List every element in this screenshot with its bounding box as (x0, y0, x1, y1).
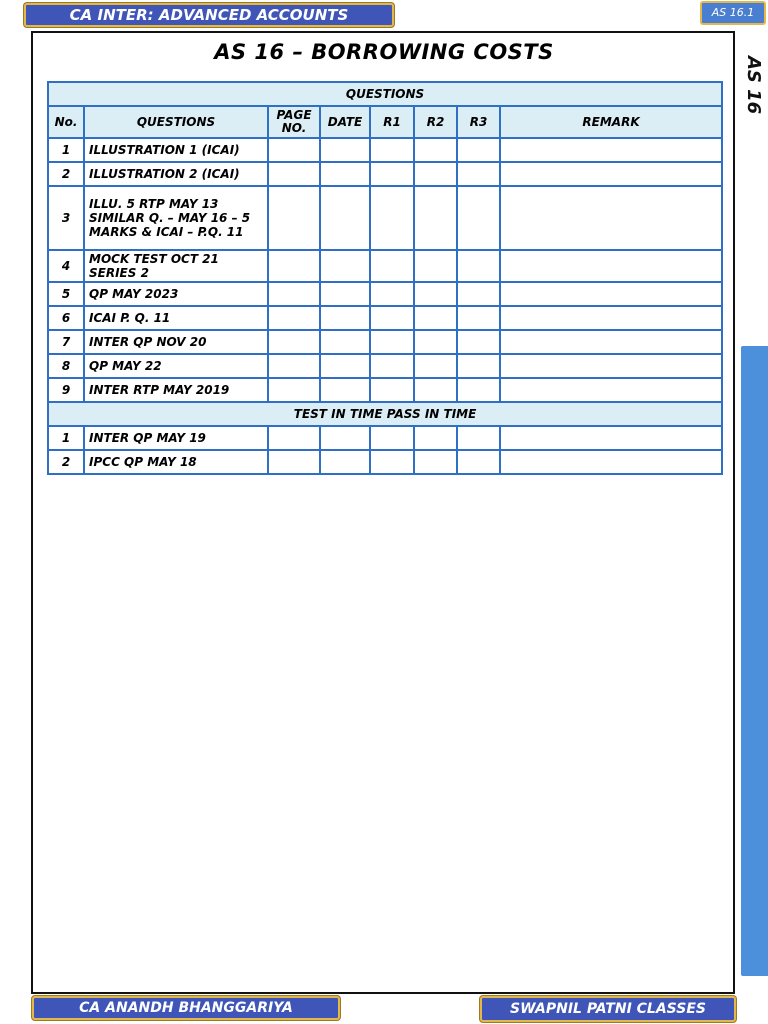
question-text: QP MAY 2023 (84, 282, 268, 306)
page-title: AS 16 – BORROWING COSTS (214, 40, 554, 64)
row-number: 6 (48, 306, 84, 330)
date-cell[interactable] (320, 162, 370, 186)
date-cell[interactable] (320, 354, 370, 378)
author-banner: CA ANANDH BHANGGARIYA (32, 996, 340, 1020)
questions-table (47, 81, 723, 475)
date-cell[interactable] (320, 138, 370, 162)
col-header-questions: QUESTIONS (84, 106, 268, 138)
remark-cell[interactable] (500, 250, 722, 282)
question-text: ILLUSTRATION 1 (ICAI) (84, 138, 268, 162)
page-no-cell[interactable] (268, 186, 320, 250)
date-cell[interactable] (320, 426, 370, 450)
table-row (48, 426, 722, 450)
r2-cell[interactable] (414, 282, 457, 306)
r1-cell[interactable] (370, 378, 414, 402)
remark-cell[interactable] (500, 306, 722, 330)
r2-cell[interactable] (414, 426, 457, 450)
remark-cell[interactable] (500, 426, 722, 450)
row-number: 3 (48, 186, 84, 250)
question-text: IPCC QP MAY 18 (84, 450, 268, 474)
r2-cell[interactable] (414, 330, 457, 354)
question-text: ICAI P. Q. 11 (84, 306, 268, 330)
r2-cell[interactable] (414, 450, 457, 474)
page-no-cell[interactable] (268, 282, 320, 306)
page-no-cell[interactable] (268, 162, 320, 186)
date-cell[interactable] (320, 250, 370, 282)
question-text: ILLU. 5 RTP MAY 13 SIMILAR Q. – MAY 16 – 5 MARKS & ICAI – P.Q. 11 (84, 186, 268, 250)
section-header-questions: QUESTIONS (48, 82, 722, 106)
r1-cell[interactable] (370, 306, 414, 330)
r3-cell[interactable] (457, 186, 500, 250)
col-header-r1: R1 (370, 106, 414, 138)
r2-cell[interactable] (414, 378, 457, 402)
r1-cell[interactable] (370, 282, 414, 306)
table-row (48, 162, 722, 186)
question-text: QP MAY 22 (84, 354, 268, 378)
row-number: 7 (48, 330, 84, 354)
row-number: 2 (48, 162, 84, 186)
col-header-r2: R2 (414, 106, 457, 138)
r1-cell[interactable] (370, 250, 414, 282)
r3-cell[interactable] (457, 162, 500, 186)
remark-cell[interactable] (500, 138, 722, 162)
table-row (48, 354, 722, 378)
remark-cell[interactable] (500, 330, 722, 354)
r2-cell[interactable] (414, 162, 457, 186)
r2-cell[interactable] (414, 354, 457, 378)
page-no-cell[interactable] (268, 306, 320, 330)
remark-cell[interactable] (500, 282, 722, 306)
page-no-cell[interactable] (268, 138, 320, 162)
date-cell[interactable] (320, 306, 370, 330)
page-no-cell[interactable] (268, 378, 320, 402)
row-number: 9 (48, 378, 84, 402)
col-header-r3: R3 (457, 106, 500, 138)
row-number: 1 (48, 138, 84, 162)
r3-cell[interactable] (457, 450, 500, 474)
question-text: INTER QP NOV 20 (84, 330, 268, 354)
date-cell[interactable] (320, 330, 370, 354)
r1-cell[interactable] (370, 354, 414, 378)
row-number: 8 (48, 354, 84, 378)
date-cell[interactable] (320, 282, 370, 306)
date-cell[interactable] (320, 378, 370, 402)
table-row (48, 306, 722, 330)
row-number: 5 (48, 282, 84, 306)
row-number: 1 (48, 426, 84, 450)
row-number: 4 (48, 250, 84, 282)
col-header-date: DATE (320, 106, 370, 138)
brand-banner: SWAPNIL PATNI CLASSES (480, 996, 736, 1022)
r2-cell[interactable] (414, 250, 457, 282)
page-no-cell[interactable] (268, 426, 320, 450)
date-cell[interactable] (320, 450, 370, 474)
r3-cell[interactable] (457, 354, 500, 378)
table-row (48, 250, 722, 282)
row-number: 2 (48, 450, 84, 474)
r3-cell[interactable] (457, 378, 500, 402)
course-banner: CA INTER: ADVANCED ACCOUNTS (24, 3, 394, 27)
r2-cell[interactable] (414, 306, 457, 330)
col-header-remark: REMARK (500, 106, 722, 138)
table-row (48, 450, 722, 474)
remark-cell[interactable] (500, 162, 722, 186)
side-bar (741, 346, 768, 976)
table-row (48, 378, 722, 402)
section-header-test-in-time: TEST IN TIME PASS IN TIME (48, 402, 722, 426)
table-row (48, 330, 722, 354)
r1-cell[interactable] (370, 450, 414, 474)
question-text: INTER RTP MAY 2019 (84, 378, 268, 402)
remark-cell[interactable] (500, 186, 722, 250)
side-chapter-label: AS 16 (743, 55, 764, 115)
r1-cell[interactable] (370, 162, 414, 186)
table-row (48, 282, 722, 306)
r2-cell[interactable] (414, 138, 457, 162)
remark-cell[interactable] (500, 450, 722, 474)
r3-cell[interactable] (457, 282, 500, 306)
page-no-cell[interactable] (268, 450, 320, 474)
r3-cell[interactable] (457, 306, 500, 330)
r3-cell[interactable] (457, 330, 500, 354)
col-header-page-no: PAGE NO. (268, 106, 320, 138)
col-header-no: No. (48, 106, 84, 138)
question-text: ILLUSTRATION 2 (ICAI) (84, 162, 268, 186)
remark-cell[interactable] (500, 354, 722, 378)
r1-cell[interactable] (370, 426, 414, 450)
r1-cell[interactable] (370, 186, 414, 250)
table-row (48, 186, 722, 250)
page-no-cell[interactable] (268, 354, 320, 378)
remark-cell[interactable] (500, 378, 722, 402)
r1-cell[interactable] (370, 330, 414, 354)
date-cell[interactable] (320, 186, 370, 250)
r3-cell[interactable] (457, 250, 500, 282)
question-text: MOCK TEST OCT 21 SERIES 2 (84, 250, 268, 282)
question-text: INTER QP MAY 19 (84, 426, 268, 450)
page-no-cell[interactable] (268, 330, 320, 354)
page-no-cell[interactable] (268, 250, 320, 282)
table-row (48, 138, 722, 162)
r3-cell[interactable] (457, 138, 500, 162)
chapter-tag: AS 16.1 (700, 1, 766, 25)
r1-cell[interactable] (370, 138, 414, 162)
r3-cell[interactable] (457, 426, 500, 450)
r2-cell[interactable] (414, 186, 457, 250)
